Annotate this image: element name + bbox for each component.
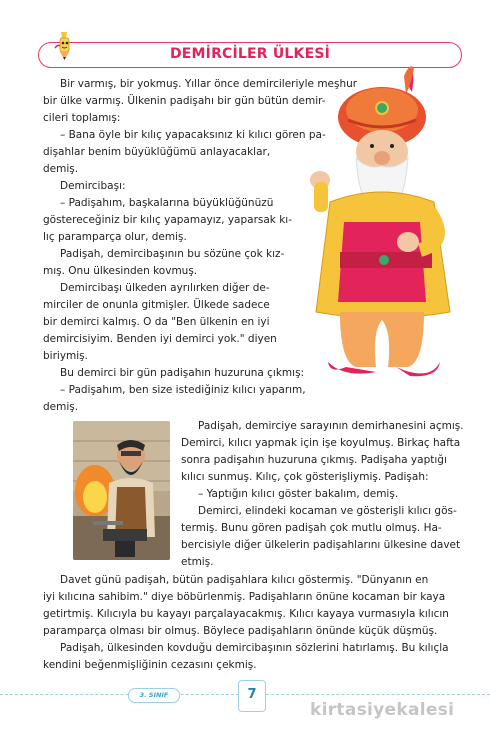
text-line: Padişah, demircibaşının bu sözüne çok kız-	[60, 248, 285, 260]
text-line: dişahlar benim büyüklüğümü anlayacaklar,	[43, 146, 271, 158]
text-line: biriymiş.	[43, 350, 88, 362]
text-line: – Bana öyle bir kılıç yapacaksınız ki kılıcı gören pa-	[60, 129, 326, 141]
paragraph-7	[43, 365, 306, 416]
text-line: bercisiyle diğer ülkelerin padişahlarını ülkesine davet	[181, 539, 461, 551]
text-line: mış. Onu ülkesinden kovmuş.	[43, 265, 198, 277]
text-line: göstereceğiniz bir kılıç yapamayız, yaparsak kı-	[43, 214, 293, 226]
text-line: Demirci, elindeki kocaman ve gösterişli kılıcı gös-	[198, 505, 457, 517]
text-line: – Padişahım, ben size istediğiniz kılıcı yaparım,	[60, 384, 306, 396]
text-line: Davet günü padişah, bütün padişahlara kılıcı göstermiş. "Dünyanın en	[60, 574, 429, 586]
text-line: Bu demirci bir gün padişahın huzuruna çıkmış:	[60, 367, 305, 379]
text-line: kılıcı sunmuş. Kılıç, çok gösterişliymiş. Padişah:	[181, 471, 429, 483]
text-line: cileri toplamış:	[43, 112, 121, 124]
text-line: demiş.	[43, 163, 79, 175]
text-line: – Yaptığın kılıcı göster bakalım, demiş.	[198, 488, 399, 500]
text-line: Demircibaşı:	[60, 180, 126, 192]
text-line: demircisiyim. Benden iyi demirci yok." diyen	[43, 333, 277, 345]
text-line: iyi kılıcına sahibim." diye böbürlenmiş. Padişahların önüne kocaman bir kaya	[43, 591, 446, 603]
text-line: lıç paramparça olur, demiş.	[43, 231, 187, 243]
text-line: Demircibaşı ülkeden ayrılırken diğer de-	[60, 282, 270, 294]
text-line: bir demirci kalmış. O da "Ben ülkenin en iyi	[43, 316, 270, 328]
page-title: DEMİRCİLER ÜLKESİ	[169, 46, 331, 62]
text-line: paramparça olması bir olmuş. Böylece padişahların önünde küçük düşmüş.	[43, 625, 438, 637]
paragraph-6	[43, 280, 277, 365]
text-line: termiş. Bunu gören padişah çok mutlu olmuş. Ha-	[181, 522, 442, 534]
paragraph-4	[43, 195, 293, 246]
paragraph-12	[43, 640, 449, 674]
text-line: mirciler de onunla gitmişler. Ülkede sadece	[43, 299, 270, 311]
text-line: Padişah, demirciye sarayının demirhanesini açmış.	[198, 420, 464, 432]
paragraph-5	[43, 246, 285, 280]
text-line: sonra padişahın huzuruna çıkmış. Padişaha yaptığı	[181, 454, 447, 466]
text-line: Bir varmış, bir yokmuş. Yıllar önce demircileriyle meşhur	[60, 78, 358, 90]
page-number: 7	[238, 680, 266, 712]
text-line: getirtmiş. Kılıcıyla bu kayayı parçalayacakmış. Kılıcı kayaya vurmasıyla kılıcın	[43, 608, 449, 620]
text-line: etmiş.	[181, 556, 214, 568]
paragraph-8	[181, 418, 464, 486]
text-line: demiş.	[43, 401, 79, 413]
grade-label: 3. SINIF	[128, 688, 180, 703]
paragraph-1	[43, 76, 358, 127]
paragraph-10	[181, 503, 461, 571]
text-line: Demirci, kılıcı yapmak için işe koyulmuş. Birkaç hafta	[181, 437, 461, 449]
paragraph-2	[43, 127, 326, 178]
pencil-mascot-icon	[52, 30, 78, 64]
text-line: kendini beğenmişliğinin cezasını çekmiş.	[43, 659, 257, 671]
text-line: – Padişahım, başkalarına büyüklüğünüzü	[60, 197, 274, 209]
paragraph-9	[198, 486, 398, 503]
blacksmith-illustration	[73, 421, 170, 560]
text-line: bir ülke varmış. Ülkenin padişahı bir gün bütün demir-	[43, 95, 326, 107]
paragraph-3	[60, 178, 126, 195]
text-line: Padişah, ülkesinden kovduğu demircibaşının sözlerini hatırlamış. Bu kılıçla	[60, 642, 449, 654]
paragraph-11	[43, 572, 449, 640]
watermark: kirtasiyekalesi	[310, 700, 455, 720]
